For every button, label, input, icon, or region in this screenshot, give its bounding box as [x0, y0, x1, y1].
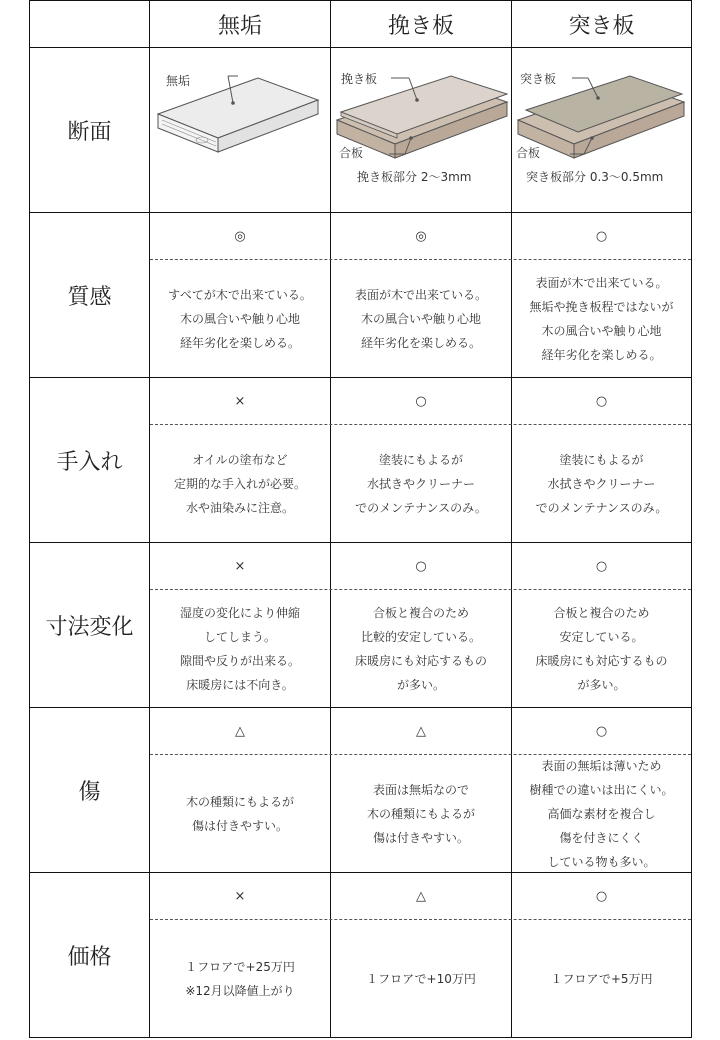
description-muku [150, 425, 330, 542]
description-line: 合板と複合のため [372, 605, 469, 620]
description-muku [150, 755, 330, 872]
description-line: 隙間や反りが出来る。 [179, 653, 300, 668]
table-border-bottom [29, 1037, 692, 1038]
description-line: 表面が木で出来ている。 [354, 287, 487, 302]
rating-hikiita: ◎ [415, 228, 427, 244]
rating-muku: × [234, 393, 246, 409]
description-tsukiita [512, 755, 691, 872]
description-line: オイルの塗布など [192, 452, 288, 467]
row-label-cross-section: 断面 [67, 119, 112, 145]
description-tsukiita [512, 590, 691, 707]
row-label: 価格 [67, 944, 112, 970]
hikiita-base-label: 合板 [339, 146, 364, 160]
description-line: 塗装にもよるが [378, 452, 463, 467]
description-line: すべてが木で出来ている。 [168, 287, 312, 302]
description-line: 表面の無垢は薄いため [541, 758, 662, 773]
rating-hikiita: △ [416, 723, 426, 739]
description-tsukiita [512, 425, 691, 542]
description-line: 表面が木で出来ている。 [535, 275, 668, 290]
description-line: 水拭きやクリーナー [547, 476, 656, 491]
description-line: 経年劣化を楽しめる。 [541, 347, 662, 362]
description-line: が多い。 [396, 677, 445, 692]
rating-muku: × [234, 558, 246, 574]
cross-section-hikiita [331, 48, 511, 212]
description-line: １フロアで+25万円 [185, 959, 295, 974]
description-line: 経年劣化を楽しめる。 [360, 335, 481, 350]
description-hikiita [331, 755, 511, 872]
description-line: 無垢や挽き板程ではないが [529, 299, 674, 314]
description-line: 床暖房にも対応するもの [535, 653, 668, 668]
description-line: 表面は無垢なので [372, 782, 469, 797]
description-line: でのメンテナンスのみ。 [535, 500, 668, 515]
rating-tsukiita: ○ [595, 558, 608, 574]
rating-hikiita: △ [416, 888, 426, 904]
description-line: 床暖房には不向き。 [186, 677, 294, 692]
description-tsukiita [512, 920, 691, 1037]
rating-tsukiita: ○ [595, 888, 608, 904]
table-border-right [691, 0, 692, 1038]
rating-tsukiita: ○ [595, 723, 608, 739]
tsukiita-base-label: 合板 [516, 146, 541, 160]
description-line: 木の風合いや触り心地 [541, 323, 662, 338]
description-line: 高価な素材を複合し [547, 806, 656, 821]
description-line: でのメンテナンスのみ。 [355, 500, 487, 515]
header-muku: 無垢 [217, 13, 262, 39]
description-line: １フロアで+5万円 [550, 971, 653, 986]
description-line: している物も多い。 [547, 854, 656, 869]
description-line: 木の風合いや触り心地 [360, 311, 481, 326]
rating-muku: × [234, 888, 246, 904]
cross-section-tsukiita [512, 48, 691, 212]
description-line: 傷は付きやすい。 [372, 830, 469, 845]
description-line: 塗装にもよるが [559, 452, 644, 467]
description-muku [150, 920, 330, 1037]
description-hikiita [331, 260, 511, 377]
row-label: 傷 [78, 779, 101, 805]
description-line: 水拭きやクリーナー [366, 476, 475, 491]
description-hikiita [331, 590, 511, 707]
description-line: 合板と複合のため [553, 605, 650, 620]
description-line: 木の風合いや触り心地 [179, 311, 300, 326]
tsukiita-caption: 突き板部分 0.3〜0.5mm [526, 170, 664, 184]
description-line: 傷を付きにくく [559, 830, 644, 845]
description-line: 木の種類にもよるが [185, 794, 294, 809]
description-line: 湿度の変化により伸縮 [179, 605, 300, 620]
description-line: してしまう。 [203, 629, 276, 644]
description-line: が多い。 [577, 677, 626, 692]
description-line: 床暖房にも対応するもの [354, 653, 487, 668]
description-line: 定期的な手入れが必要。 [173, 476, 306, 491]
row-label: 寸法変化 [45, 614, 134, 640]
comparison-table [29, 0, 692, 1038]
description-line: 樹種での違いは出にくい。 [529, 782, 674, 797]
description-line: 木の種類にもよるが [366, 806, 475, 821]
muku-part-label: 無垢 [166, 74, 191, 88]
tsukiita-top-label: 突き板 [520, 72, 557, 86]
description-hikiita [331, 425, 511, 542]
description-line: 水や油染みに注意。 [185, 500, 294, 515]
description-line: 経年劣化を楽しめる。 [179, 335, 300, 350]
header-hikiita: 挽き板 [387, 13, 454, 39]
description-tsukiita [512, 260, 691, 377]
rating-muku: △ [235, 723, 245, 739]
rating-hikiita: ○ [415, 393, 427, 409]
description-hikiita [331, 920, 511, 1037]
header-tsukiita: 突き板 [568, 13, 635, 39]
description-line: １フロアで+10万円 [366, 971, 476, 986]
hikiita-caption: 挽き板部分 2〜3mm [357, 170, 472, 184]
row-label: 質感 [67, 284, 112, 310]
description-line: 安定している。 [559, 629, 644, 644]
rating-tsukiita: ○ [595, 228, 608, 244]
row-label: 手入れ [56, 449, 123, 475]
description-line: ※12月以降値上がり [185, 983, 295, 998]
hikiita-top-label: 挽き板 [341, 72, 378, 86]
description-muku [150, 590, 330, 707]
rating-muku: ◎ [234, 228, 246, 244]
description-line: 比較的安定している。 [360, 629, 481, 644]
description-muku [150, 260, 330, 377]
description-line: 傷は付きやすい。 [191, 818, 288, 833]
rating-tsukiita: ○ [595, 393, 608, 409]
rating-hikiita: ○ [415, 558, 427, 574]
cross-section-muku [150, 48, 330, 212]
